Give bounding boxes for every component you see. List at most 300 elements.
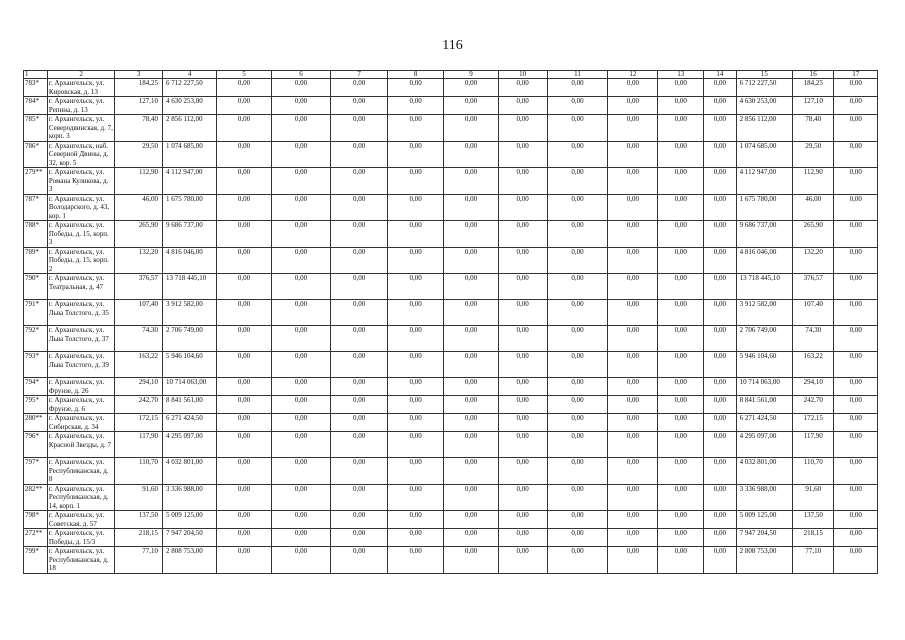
- cell-col-17: 0,00: [834, 432, 878, 458]
- cell-col-8: 0,00: [387, 79, 443, 97]
- column-header-8: 8: [387, 71, 443, 79]
- cell-total-cost: 3 336 988,00: [163, 484, 217, 511]
- cell-address: г. Архангельск, ул. Победы, д. 15/3: [47, 529, 114, 547]
- cell-col-14: 0,00: [704, 115, 737, 142]
- cell-area: 112,90: [115, 168, 163, 195]
- cell-col-5: 0,00: [217, 547, 271, 574]
- cell-col-12: 0,00: [608, 458, 658, 485]
- cell-area-total: 46,00: [793, 194, 834, 221]
- cell-col-9: 0,00: [444, 79, 498, 97]
- cell-col-13: 0,00: [658, 194, 704, 221]
- cell-col-7: 0,00: [331, 326, 387, 352]
- cell-area: 77,10: [115, 547, 163, 574]
- cell-address: г. Архангельск, ул. Республиканская, д. 8: [47, 458, 114, 485]
- cell-area-total: 218,15: [793, 529, 834, 547]
- table-row: [24, 484, 878, 511]
- cell-row-number: 799*: [24, 547, 48, 574]
- cell-area-total: 29,50: [793, 141, 834, 168]
- cell-address: г. Архангельск, ул. Льва Толстого, д. 37: [47, 326, 114, 352]
- cell-col-9: 0,00: [444, 141, 498, 168]
- cell-col-10: 0,00: [498, 396, 547, 414]
- cell-col-11: 0,00: [547, 529, 608, 547]
- cell-address: г. Архангельск, ул. Кировская, д. 13: [47, 79, 114, 97]
- table-row: [24, 168, 878, 195]
- cell-col-14: 0,00: [704, 529, 737, 547]
- cell-total-cost: 3 912 582,00: [163, 300, 217, 326]
- cell-col-5: 0,00: [217, 247, 271, 274]
- cell-col-5: 0,00: [217, 194, 271, 221]
- cell-col-7: 0,00: [331, 247, 387, 274]
- cell-col-6: 0,00: [271, 378, 331, 396]
- cell-col-9: 0,00: [444, 221, 498, 248]
- cell-col-9: 0,00: [444, 326, 498, 352]
- cell-address: г. Архангельск, ул. Театральная, д. 47: [47, 274, 114, 300]
- cell-col-6: 0,00: [271, 396, 331, 414]
- cell-col-12: 0,00: [608, 529, 658, 547]
- cell-col-9: 0,00: [444, 414, 498, 432]
- cell-col-17: 0,00: [834, 511, 878, 529]
- cell-area-total: 127,10: [793, 97, 834, 115]
- cell-col-14: 0,00: [704, 194, 737, 221]
- table-row: [24, 352, 878, 378]
- cell-area-total: 74,30: [793, 326, 834, 352]
- cell-col-8: 0,00: [387, 115, 443, 142]
- cell-address: г. Архангельск, ул. Фрунзе, д. 6: [47, 396, 114, 414]
- cell-col-7: 0,00: [331, 396, 387, 414]
- cell-col-9: 0,00: [444, 432, 498, 458]
- cell-col-7: 0,00: [331, 458, 387, 485]
- cell-col-17: 0,00: [834, 141, 878, 168]
- cell-col-5: 0,00: [217, 274, 271, 300]
- cell-col-17: 0,00: [834, 547, 878, 574]
- cell-col-14: 0,00: [704, 511, 737, 529]
- column-header-10: 10: [498, 71, 547, 79]
- cell-cost-total: 2 706 749,00: [736, 326, 792, 352]
- cell-col-11: 0,00: [547, 432, 608, 458]
- column-header-6: 6: [271, 71, 331, 79]
- cell-cost-total: 3 336 988,00: [736, 484, 792, 511]
- table-row: [24, 396, 878, 414]
- cell-col-13: 0,00: [658, 432, 704, 458]
- cell-col-9: 0,00: [444, 529, 498, 547]
- cell-row-number: 797*: [24, 458, 48, 485]
- cell-cost-total: 6 271 424,50: [736, 414, 792, 432]
- cell-col-7: 0,00: [331, 378, 387, 396]
- cell-col-6: 0,00: [271, 115, 331, 142]
- cell-area: 294,10: [115, 378, 163, 396]
- cell-col-5: 0,00: [217, 432, 271, 458]
- cell-total-cost: 10 714 063,00: [163, 378, 217, 396]
- column-header-3: 3: [115, 71, 163, 79]
- cell-col-13: 0,00: [658, 300, 704, 326]
- cell-row-number: 783*: [24, 79, 48, 97]
- cell-address: г. Архангельск, ул. Советская, д. 57: [47, 511, 114, 529]
- cell-col-10: 0,00: [498, 432, 547, 458]
- cell-area: 376,57: [115, 274, 163, 300]
- cell-col-9: 0,00: [444, 352, 498, 378]
- cell-col-17: 0,00: [834, 274, 878, 300]
- cell-area-total: 376,57: [793, 274, 834, 300]
- cell-col-6: 0,00: [271, 141, 331, 168]
- cell-col-6: 0,00: [271, 511, 331, 529]
- column-header-17: 17: [834, 71, 878, 79]
- cell-total-cost: 4 295 097,00: [163, 432, 217, 458]
- cell-cost-total: 4 295 097,00: [736, 432, 792, 458]
- cell-col-12: 0,00: [608, 115, 658, 142]
- cell-total-cost: 2 706 749,00: [163, 326, 217, 352]
- cell-col-11: 0,00: [547, 168, 608, 195]
- cell-col-10: 0,00: [498, 326, 547, 352]
- cell-cost-total: 1 074 685,00: [736, 141, 792, 168]
- cell-col-6: 0,00: [271, 168, 331, 195]
- cell-col-7: 0,00: [331, 141, 387, 168]
- cell-row-number: 794*: [24, 378, 48, 396]
- cell-area: 218,15: [115, 529, 163, 547]
- cell-col-11: 0,00: [547, 141, 608, 168]
- cell-col-13: 0,00: [658, 274, 704, 300]
- cell-col-11: 0,00: [547, 396, 608, 414]
- cell-area-total: 163,22: [793, 352, 834, 378]
- cell-area-total: 91,60: [793, 484, 834, 511]
- cell-col-9: 0,00: [444, 378, 498, 396]
- table-row: [24, 221, 878, 248]
- cell-col-7: 0,00: [331, 300, 387, 326]
- cell-address: г. Архангельск, ул. Победы, д. 15, корп. 3: [47, 221, 114, 248]
- cell-col-10: 0,00: [498, 97, 547, 115]
- cell-col-11: 0,00: [547, 458, 608, 485]
- cell-area: 110,70: [115, 458, 163, 485]
- cell-col-6: 0,00: [271, 529, 331, 547]
- cell-row-number: 784*: [24, 97, 48, 115]
- cell-col-8: 0,00: [387, 194, 443, 221]
- column-header-9: 9: [444, 71, 498, 79]
- cell-col-10: 0,00: [498, 115, 547, 142]
- cell-col-17: 0,00: [834, 458, 878, 485]
- cell-col-11: 0,00: [547, 352, 608, 378]
- cell-col-12: 0,00: [608, 274, 658, 300]
- cell-address: г. Архангельск, ул. Красной Звезды, д. 7: [47, 432, 114, 458]
- column-header-11: 11: [547, 71, 608, 79]
- cell-col-9: 0,00: [444, 458, 498, 485]
- cell-total-cost: 13 718 445,10: [163, 274, 217, 300]
- cell-col-9: 0,00: [444, 484, 498, 511]
- cell-col-5: 0,00: [217, 221, 271, 248]
- cell-col-9: 0,00: [444, 547, 498, 574]
- cell-total-cost: 8 841 561,00: [163, 396, 217, 414]
- cell-col-9: 0,00: [444, 300, 498, 326]
- cell-col-12: 0,00: [608, 511, 658, 529]
- cell-col-17: 0,00: [834, 484, 878, 511]
- table-row: [24, 378, 878, 396]
- cell-area-total: 110,70: [793, 458, 834, 485]
- cell-address: г. Архангельск, ул. Льва Толстого, д. 39: [47, 352, 114, 378]
- cell-col-13: 0,00: [658, 529, 704, 547]
- cell-col-13: 0,00: [658, 378, 704, 396]
- cell-total-cost: 5 946 104,60: [163, 352, 217, 378]
- cell-col-9: 0,00: [444, 396, 498, 414]
- cell-col-10: 0,00: [498, 458, 547, 485]
- cell-col-7: 0,00: [331, 168, 387, 195]
- cell-col-8: 0,00: [387, 547, 443, 574]
- cell-col-8: 0,00: [387, 414, 443, 432]
- cell-col-5: 0,00: [217, 141, 271, 168]
- table-row: [24, 432, 878, 458]
- cell-col-10: 0,00: [498, 168, 547, 195]
- cell-row-number: 790*: [24, 274, 48, 300]
- cell-col-6: 0,00: [271, 547, 331, 574]
- column-header-13: 13: [658, 71, 704, 79]
- cell-col-10: 0,00: [498, 194, 547, 221]
- cell-total-cost: 4 816 046,00: [163, 247, 217, 274]
- cell-col-10: 0,00: [498, 414, 547, 432]
- cell-col-7: 0,00: [331, 221, 387, 248]
- table-row: [24, 547, 878, 574]
- cell-col-8: 0,00: [387, 168, 443, 195]
- cell-col-5: 0,00: [217, 458, 271, 485]
- cell-col-8: 0,00: [387, 458, 443, 485]
- cell-col-6: 0,00: [271, 458, 331, 485]
- cell-col-14: 0,00: [704, 300, 737, 326]
- cell-cost-total: 1 675 780,00: [736, 194, 792, 221]
- cell-cost-total: 9 686 737,00: [736, 221, 792, 248]
- cell-total-cost: 7 947 204,50: [163, 529, 217, 547]
- cell-col-13: 0,00: [658, 547, 704, 574]
- cell-col-11: 0,00: [547, 115, 608, 142]
- table-row: [24, 194, 878, 221]
- table-row: [24, 511, 878, 529]
- cell-row-number: 787*: [24, 194, 48, 221]
- cell-col-17: 0,00: [834, 115, 878, 142]
- table-row: [24, 529, 878, 547]
- cell-col-12: 0,00: [608, 432, 658, 458]
- cell-col-8: 0,00: [387, 141, 443, 168]
- cell-col-7: 0,00: [331, 511, 387, 529]
- cell-col-14: 0,00: [704, 432, 737, 458]
- cell-col-6: 0,00: [271, 247, 331, 274]
- cell-cost-total: 4 630 253,00: [736, 97, 792, 115]
- cell-total-cost: 4 112 947,00: [163, 168, 217, 195]
- cell-col-13: 0,00: [658, 352, 704, 378]
- cell-col-11: 0,00: [547, 97, 608, 115]
- cell-cost-total: 5 946 104,60: [736, 352, 792, 378]
- cell-col-8: 0,00: [387, 326, 443, 352]
- cell-row-number: 789*: [24, 247, 48, 274]
- column-header-14: 14: [704, 71, 737, 79]
- table-row: [24, 458, 878, 485]
- cell-col-12: 0,00: [608, 247, 658, 274]
- cell-area-total: 294,10: [793, 378, 834, 396]
- cell-col-8: 0,00: [387, 432, 443, 458]
- cell-col-7: 0,00: [331, 432, 387, 458]
- cell-col-12: 0,00: [608, 221, 658, 248]
- cell-col-8: 0,00: [387, 511, 443, 529]
- cell-total-cost: 4 032 801,00: [163, 458, 217, 485]
- cell-col-12: 0,00: [608, 141, 658, 168]
- cell-col-17: 0,00: [834, 529, 878, 547]
- cell-col-12: 0,00: [608, 326, 658, 352]
- cell-col-7: 0,00: [331, 97, 387, 115]
- cell-row-number: 792*: [24, 326, 48, 352]
- cell-area-total: 184,25: [793, 79, 834, 97]
- cell-col-13: 0,00: [658, 326, 704, 352]
- cell-address: г. Архангельск, ул. Сибирская, д. 34: [47, 414, 114, 432]
- cell-col-11: 0,00: [547, 274, 608, 300]
- cell-total-cost: 6 712 227,50: [163, 79, 217, 97]
- cell-col-17: 0,00: [834, 79, 878, 97]
- cell-col-12: 0,00: [608, 396, 658, 414]
- column-header-7: 7: [331, 71, 387, 79]
- cell-area-total: 117,90: [793, 432, 834, 458]
- cell-col-7: 0,00: [331, 352, 387, 378]
- cell-col-10: 0,00: [498, 378, 547, 396]
- cell-col-17: 0,00: [834, 97, 878, 115]
- cell-col-5: 0,00: [217, 511, 271, 529]
- cell-col-5: 0,00: [217, 115, 271, 142]
- cell-col-7: 0,00: [331, 529, 387, 547]
- cell-col-5: 0,00: [217, 168, 271, 195]
- cell-col-14: 0,00: [704, 247, 737, 274]
- cell-area: 132,20: [115, 247, 163, 274]
- cell-col-11: 0,00: [547, 484, 608, 511]
- cell-row-number: 279**: [24, 168, 48, 195]
- cell-address: г. Архангельск, ул. Володарского, д. 43, кор. 1: [47, 194, 114, 221]
- cell-col-12: 0,00: [608, 414, 658, 432]
- cell-total-cost: 2 856 112,00: [163, 115, 217, 142]
- cell-col-8: 0,00: [387, 247, 443, 274]
- cell-cost-total: 7 947 204,50: [736, 529, 792, 547]
- cell-col-11: 0,00: [547, 547, 608, 574]
- cell-col-9: 0,00: [444, 194, 498, 221]
- cell-col-5: 0,00: [217, 484, 271, 511]
- cell-col-13: 0,00: [658, 414, 704, 432]
- cell-row-number: 796*: [24, 432, 48, 458]
- cell-col-12: 0,00: [608, 97, 658, 115]
- cell-row-number: 795*: [24, 396, 48, 414]
- cell-col-11: 0,00: [547, 511, 608, 529]
- cell-col-14: 0,00: [704, 274, 737, 300]
- cell-col-14: 0,00: [704, 221, 737, 248]
- cell-col-10: 0,00: [498, 221, 547, 248]
- cell-col-11: 0,00: [547, 221, 608, 248]
- cell-col-12: 0,00: [608, 484, 658, 511]
- cell-col-9: 0,00: [444, 511, 498, 529]
- cell-row-number: 798*: [24, 511, 48, 529]
- cell-col-6: 0,00: [271, 79, 331, 97]
- cell-address: г. Архангельск, ул. Республиканская, д. 14, корп. 1: [47, 484, 114, 511]
- cell-cost-total: 4 816 046,00: [736, 247, 792, 274]
- table-row: [24, 141, 878, 168]
- cell-col-12: 0,00: [608, 352, 658, 378]
- table-row: [24, 97, 878, 115]
- cell-row-number: 785*: [24, 115, 48, 142]
- table-row: [24, 79, 878, 97]
- cell-col-5: 0,00: [217, 300, 271, 326]
- cell-area: 127,10: [115, 97, 163, 115]
- cell-col-17: 0,00: [834, 168, 878, 195]
- cell-area: 242,70: [115, 396, 163, 414]
- cell-col-13: 0,00: [658, 511, 704, 529]
- cell-col-14: 0,00: [704, 484, 737, 511]
- cell-col-5: 0,00: [217, 326, 271, 352]
- cell-col-9: 0,00: [444, 168, 498, 195]
- cell-row-number: 272**: [24, 529, 48, 547]
- cell-col-13: 0,00: [658, 396, 704, 414]
- cell-col-13: 0,00: [658, 168, 704, 195]
- cell-col-8: 0,00: [387, 97, 443, 115]
- cell-col-14: 0,00: [704, 378, 737, 396]
- cell-col-7: 0,00: [331, 274, 387, 300]
- cell-address: г. Архангельск, ул. Северодвинская, д. 7, корп. 3: [48, 115, 113, 140]
- page-number: 116: [442, 38, 463, 53]
- column-header-15: 15: [736, 71, 792, 79]
- cell-row-number: 788*: [24, 221, 48, 248]
- table-row: [24, 274, 878, 300]
- column-header-12: 12: [608, 71, 658, 79]
- column-header-2: 2: [47, 71, 114, 79]
- cell-col-12: 0,00: [608, 168, 658, 195]
- cell-col-5: 0,00: [217, 378, 271, 396]
- cell-row-number: 282**: [24, 484, 48, 511]
- cell-area: 29,50: [115, 141, 163, 168]
- cell-col-14: 0,00: [704, 326, 737, 352]
- cell-cost-total: 5 009 125,00: [736, 511, 792, 529]
- cell-cost-total: 2 808 753,00: [736, 547, 792, 574]
- cell-col-13: 0,00: [658, 221, 704, 248]
- cell-area-total: 78,40: [793, 115, 834, 142]
- cell-col-11: 0,00: [547, 326, 608, 352]
- cell-area-total: 77,10: [793, 547, 834, 574]
- cell-col-14: 0,00: [704, 168, 737, 195]
- cell-col-6: 0,00: [271, 221, 331, 248]
- cell-col-10: 0,00: [498, 352, 547, 378]
- cell-col-5: 0,00: [217, 396, 271, 414]
- column-header-5: 5: [217, 71, 271, 79]
- cell-area: 74,30: [115, 326, 163, 352]
- cell-col-11: 0,00: [547, 378, 608, 396]
- cell-col-10: 0,00: [498, 484, 547, 511]
- cell-col-10: 0,00: [498, 300, 547, 326]
- cell-address: г. Архангельск, ул. Фрунзе, д. 26: [47, 378, 114, 396]
- cell-col-6: 0,00: [271, 300, 331, 326]
- cell-area-total: 172,15: [793, 414, 834, 432]
- cell-col-5: 0,00: [217, 414, 271, 432]
- table-row: [24, 247, 878, 274]
- cell-col-17: 0,00: [834, 326, 878, 352]
- cell-col-11: 0,00: [547, 247, 608, 274]
- cell-col-6: 0,00: [271, 432, 331, 458]
- cell-col-10: 0,00: [498, 274, 547, 300]
- cell-row-number: 786*: [24, 141, 48, 168]
- cell-col-13: 0,00: [658, 484, 704, 511]
- cell-col-5: 0,00: [217, 352, 271, 378]
- cell-cost-total: 4 112 947,00: [736, 168, 792, 195]
- cell-col-11: 0,00: [547, 194, 608, 221]
- cell-col-7: 0,00: [331, 115, 387, 142]
- cell-col-5: 0,00: [217, 97, 271, 115]
- cell-col-12: 0,00: [608, 547, 658, 574]
- cell-col-14: 0,00: [704, 97, 737, 115]
- cell-address: г. Архангельск, ул. Республиканская, д. 18: [47, 547, 114, 574]
- cell-address: г. Архангельск, ул. Льва Толстого, д. 35: [47, 300, 114, 326]
- cell-col-8: 0,00: [387, 221, 443, 248]
- column-header-16: 16: [793, 71, 834, 79]
- cell-col-13: 0,00: [658, 79, 704, 97]
- cell-area-total: 107,40: [793, 300, 834, 326]
- cell-area-total: 112,90: [793, 168, 834, 195]
- cell-total-cost: 6 271 424,50: [163, 414, 217, 432]
- cell-col-8: 0,00: [387, 484, 443, 511]
- cell-row-number: 791*: [24, 300, 48, 326]
